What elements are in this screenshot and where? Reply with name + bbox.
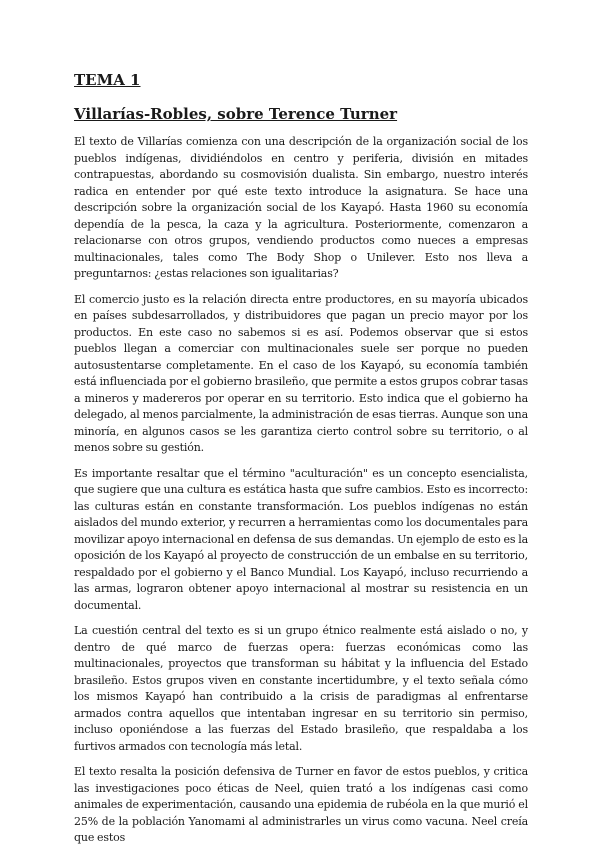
paragraph-5: El texto resalta la posición defensiva de Turner en favor de estos pueblos, y critica las investigaciones poco éticas de Neel, quien trató a los indígenas casi como animales de experimentación, causando una epidemia de rubéola en la que murió el 25% de la población Yanomami al administrarles un virus como vacuna. Neel creía que estos xyxy=(74,765,528,844)
paragraph-2: El comercio justo es la relación directa entre productores, en su mayoría ubicados en países subdesarrollados, y distribuidores que pagan un precio mayor por los productos. En este caso no sabemos si es así. Podemos observar que si estos pueblos llegan a comerciar con multinacionales suele ser porque no pueden autosustentarse completamente. En el caso de los Kayapó, su economía también está influenciada por el gobierno brasileño, que permite a estos grupos cobrar tasas a mineros y madereros por operar en su territorio. Esto indica que el gobierno ha delegado, al menos parcialmente, la administración de esas tierras. Aunque son una minoría, en algunos casos se les garantiza cierto control sobre su territorio, o al menos sobre su gestión. xyxy=(74,292,528,454)
paragraph-4: La cuestión central del texto es si un grupo étnico realmente está aislado o no, y dentro de qué marco de fuerzas opera: fuerzas económicas como las multinacionales, proyectos que transforman su hábitat y la influencia del Estado brasileño. Estos grupos viven en constante incertidumbre, y el texto señala cómo los mismos Kayapó han contribuido a la crisis de paradigmas al enfrentarse armados contra aquellos que intentaban ingresar en su territorio sin permiso, incluso oponiéndose a las fuerzas del Estado brasileño, que respaldaba a los furtivos armados con tecnología más letal. xyxy=(74,624,528,753)
section-subheading: Villarías-Robles, sobre Terence Turner xyxy=(74,105,398,123)
paragraph-3: Es importante resaltar que el término "aculturación" es un concepto esencialista, que sugiere que una cultura es estática hasta que sufre cambios. Esto es incorrecto: las culturas están en constante transformación. Los pueblos indígenas no están aislados del mundo exterior, y recurren a herramientas como los documentales para movilizar apoyo internacional en defensa de sus demandas. Un ejemplo de esto es la oposición de los Kayapó al proyecto de construcción de un embalse en su territorio, respaldado por el gobierno y el Banco Mundial. Los Kayapó, incluso recurriendo a las armas, lograron obtener apoyo internacional al mostrar su resistencia en un documental. xyxy=(74,466,528,612)
paragraph-1: El texto de Villarías comienza con una descripción de la organización social de los pueblos indígenas, dividiéndolos en centro y periferia, división en mitades contrapuestas, abordando su cosmovisión dualista. Sin embargo, nuestro interés radica en entender por qué este texto introduce la asignatura. Se hace una descripción sobre la organización social de los Kayapó. Hasta 1960 su economía dependía de la pesca, la caza y la agricultura. Posteriormente, comenzaron a relacionarse con otros grupos, vendiendo productos como nueces a empresas multinacionales, tales como The Body Shop o Unilever. Esto nos lleva a preguntarnos: ¿estas relaciones son igualitarias? xyxy=(74,135,528,280)
section-heading: TEMA 1 xyxy=(74,71,141,89)
